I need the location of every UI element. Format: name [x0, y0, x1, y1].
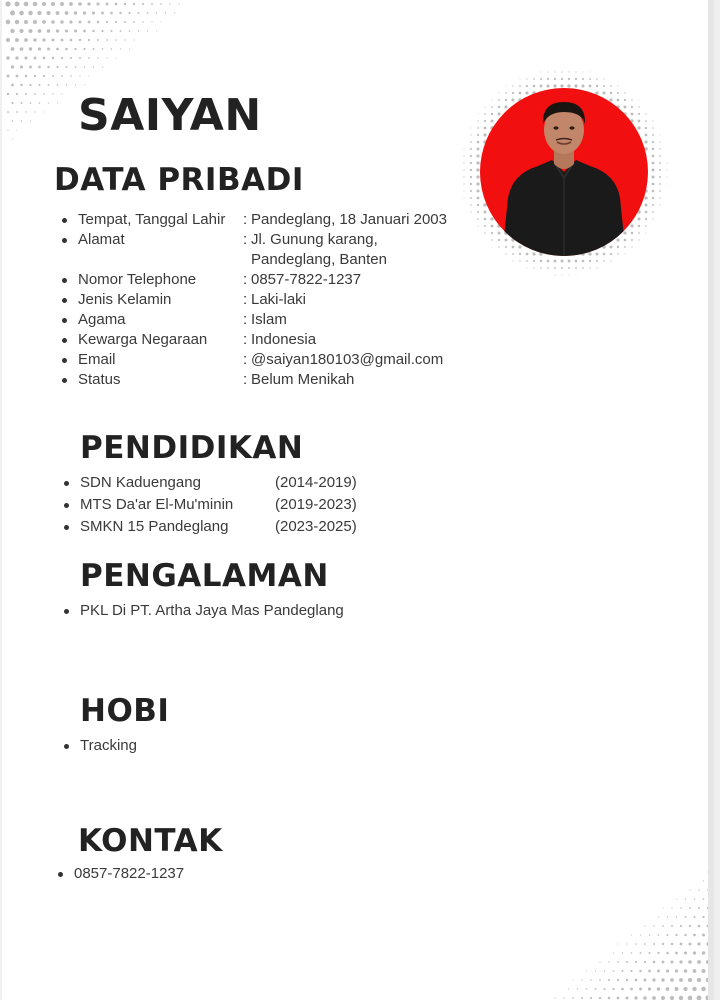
list-item: Tracking — [62, 735, 137, 757]
field-value: Pandeglang, 18 Januari 2003 — [251, 211, 447, 228]
person-portrait-image — [480, 88, 648, 256]
field-separator: : — [243, 311, 248, 328]
field-separator: : — [243, 231, 248, 248]
education-list — [62, 472, 357, 538]
school-name: SDN Kaduengang — [80, 474, 201, 491]
address-line-2: Pandeglang, Banten — [251, 251, 387, 268]
field-label: Nomor Telephone — [78, 271, 197, 288]
hobby-list — [62, 735, 137, 757]
field-label: Kewarga Negaraan — [78, 331, 208, 348]
field-label: Alamat — [78, 231, 125, 248]
field-value: Indonesia — [251, 331, 317, 348]
school-years: (2019-2023) — [275, 496, 357, 513]
field-value-multiline — [251, 230, 481, 270]
field-separator: : — [243, 211, 248, 228]
school-name: MTS Da'ar El-Mu'minin — [80, 496, 234, 513]
field-value: Laki-laki — [251, 291, 307, 308]
list-item — [60, 370, 481, 390]
list-item — [60, 310, 481, 330]
list-item — [60, 290, 481, 310]
field-label: Tempat, Tanggal Lahir — [78, 211, 226, 228]
contact-list — [56, 865, 184, 883]
field-separator: : — [243, 291, 248, 308]
field-value: Islam — [251, 311, 287, 328]
cv-page — [2, 0, 714, 1000]
personal-data-list — [60, 210, 481, 390]
list-item — [62, 516, 357, 538]
field-separator: : — [243, 351, 248, 368]
school-name: SMKN 15 Pandeglang — [80, 518, 229, 535]
section-title-contact: KONTAK — [78, 823, 223, 859]
list-item — [60, 210, 481, 230]
section-title-experience: PENGALAMAN — [80, 558, 329, 594]
profile-photo — [480, 88, 648, 256]
page-edge — [708, 0, 714, 1000]
field-separator: : — [243, 331, 248, 348]
school-years: (2023-2025) — [275, 518, 357, 535]
field-label: Jenis Kelamin — [78, 291, 172, 308]
address-line-1: Jl. Gunung karang, — [251, 231, 378, 248]
section-title-hobby: HOBI — [80, 693, 170, 729]
field-label: Status — [78, 371, 121, 388]
list-item — [60, 270, 481, 290]
field-label: Email — [78, 351, 116, 368]
list-item — [62, 494, 357, 516]
list-item: PKL Di PT. Artha Jaya Mas Pandeglang — [62, 600, 344, 622]
field-separator: : — [243, 371, 248, 388]
list-item — [60, 330, 481, 350]
field-value: @saiyan180103@gmail.com — [251, 351, 444, 368]
list-item: 0857-7822-1237 — [56, 865, 184, 883]
field-label: Agama — [78, 311, 126, 328]
list-item — [60, 350, 481, 370]
school-years: (2014-2019) — [275, 474, 357, 491]
dot-pattern-bottom-right — [522, 850, 714, 1000]
list-item — [62, 472, 357, 494]
list-item — [60, 230, 481, 270]
field-value: 0857-7822-1237 — [251, 271, 362, 288]
experience-list — [62, 600, 344, 622]
field-value: Belum Menikah — [251, 371, 355, 388]
person-name: SAIYAN — [78, 90, 262, 141]
section-title-personal-data: DATA PRIBADI — [54, 162, 304, 198]
field-separator: : — [243, 271, 248, 288]
section-title-education: PENDIDIKAN — [80, 430, 304, 466]
